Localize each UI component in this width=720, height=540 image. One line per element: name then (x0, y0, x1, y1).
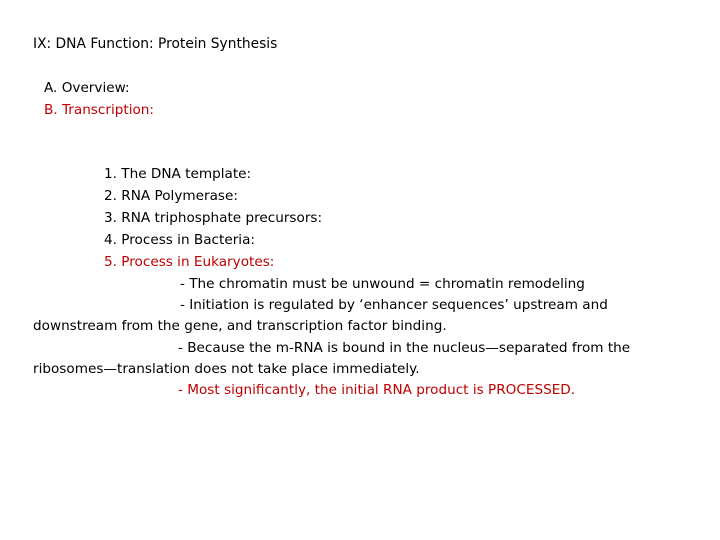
bullet-initiation: - Initiation is regulated by ‘enhancer sequences’ upstream and (180, 297, 608, 313)
item-process-in-eukaryotes: 5. Process in Eukaryotes: (104, 254, 275, 270)
bullet-initiation-continued: downstream from the gene, and transcription factor binding. (33, 318, 447, 334)
item-dna-template: 1. The DNA template: (104, 166, 252, 182)
item-rna-polymerase: 2. RNA Polymerase: (104, 188, 238, 204)
bullet-nucleus: - Because the m-RNA is bound in the nucleus—separated from the (178, 340, 631, 356)
section-transcription: B. Transcription: (44, 102, 154, 118)
slide-title: IX: DNA Function: Protein Synthesis (33, 36, 278, 52)
bullet-processed: - Most significantly, the initial RNA product is PROCESSED. (178, 382, 576, 398)
item-process-in-bacteria: 4. Process in Bacteria: (104, 232, 255, 248)
bullet-chromatin: - The chromatin must be unwound = chromatin remodeling (180, 276, 585, 292)
item-rna-triphosphate-precursors: 3. RNA triphosphate precursors: (104, 210, 323, 226)
bullet-nucleus-continued: ribosomes—translation does not take place immediately. (33, 361, 420, 377)
section-overview: A. Overview: (44, 80, 130, 96)
